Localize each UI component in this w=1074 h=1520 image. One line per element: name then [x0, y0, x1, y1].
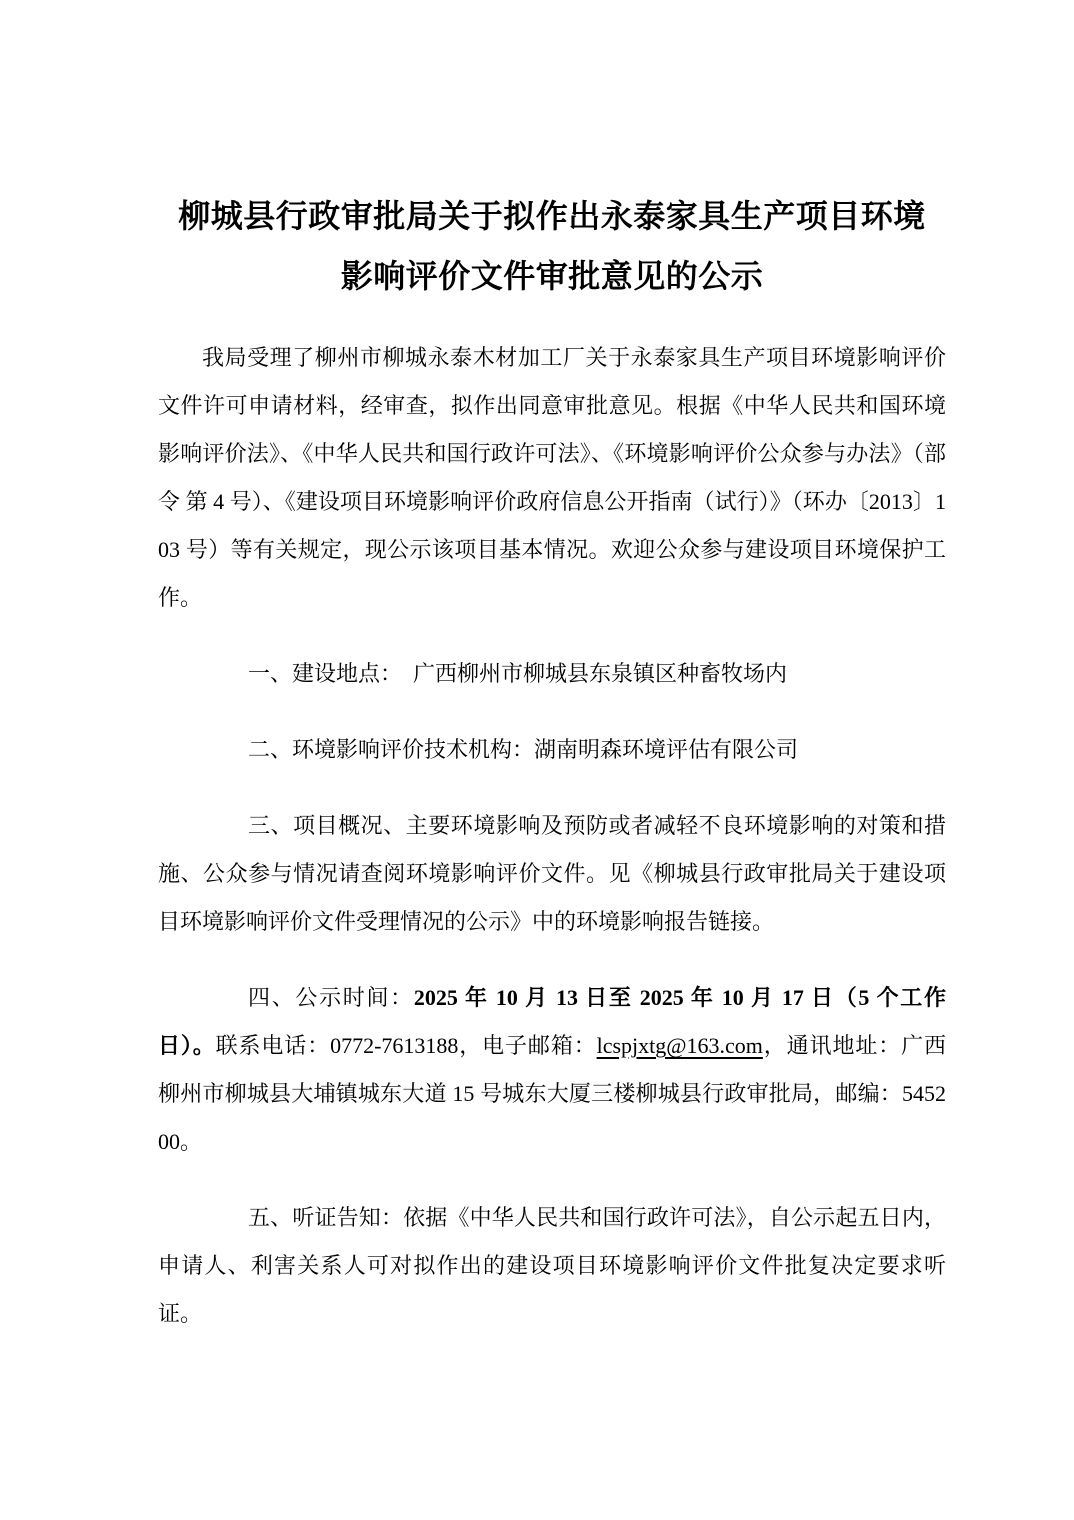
contact-address-text: ，通讯地址：广西柳州市柳城县大埔镇城东大道 15 号城东大厦三楼柳城县行政审批局，邮编：545200。 [158, 1033, 946, 1154]
publicity-period-dates: 2025 年 10 月 13 日至 2025 年 10 月 17 日（5 个工作日）。 [158, 985, 946, 1058]
item-hearing-notice: 五、听证告知：依据《中华人民共和国行政许可法》，自公示起五日内，申请人、利害关系人可对拟作出的建设项目环境影响评价文件批复决定要求听证。 [158, 1205, 946, 1326]
item-publicity-period [158, 974, 946, 1166]
title-line-2: 影响评价文件审批意见的公示 [340, 258, 764, 294]
publicity-period-label: 四、公示时间： [248, 985, 414, 1010]
item-eia-agency: 二、环境影响评价技术机构：湖南明森环境评估有限公司 [248, 737, 799, 762]
contact-phone-text: 联系电话：0772-7613188，电子邮箱： [215, 1033, 597, 1058]
email-link[interactable]: lcspjxtg@163.com [596, 1033, 763, 1058]
item-project-overview: 三、项目概况、主要环境影响及预防或者减轻不良环境影响的对策和措施、公众参与情况请查阅环境影响评价文件。见《柳城县行政审批局关于建设项目环境影响评价文件受理情况的公示》中的环境影响报告链接。 [158, 813, 946, 934]
document-title [158, 186, 946, 306]
title-line-1: 柳城县行政审批局关于拟作出永泰家具生产项目环境 [178, 198, 926, 234]
intro-paragraph: 我局受理了柳州市柳城永泰木材加工厂关于永泰家具生产项目环境影响评价文件许可申请材料，经审查，拟作出同意审批意见。根据《中华人民共和国环境影响评价法》、《中华人民共和国行政许可法》、《环境影响评价公众参与办法》（部令 第 4 号）、《建设项目环境影响评价政府信息公开指南（试行）》（环办〔2013〕103 号）等有关规定，现公示该项目基本情况。欢迎公众参与建设项目环境保护工作。 [158, 345, 946, 610]
item-construction-site: 一、建设地点： 广西柳州市柳城县东泉镇区种畜牧场内 [248, 661, 788, 686]
